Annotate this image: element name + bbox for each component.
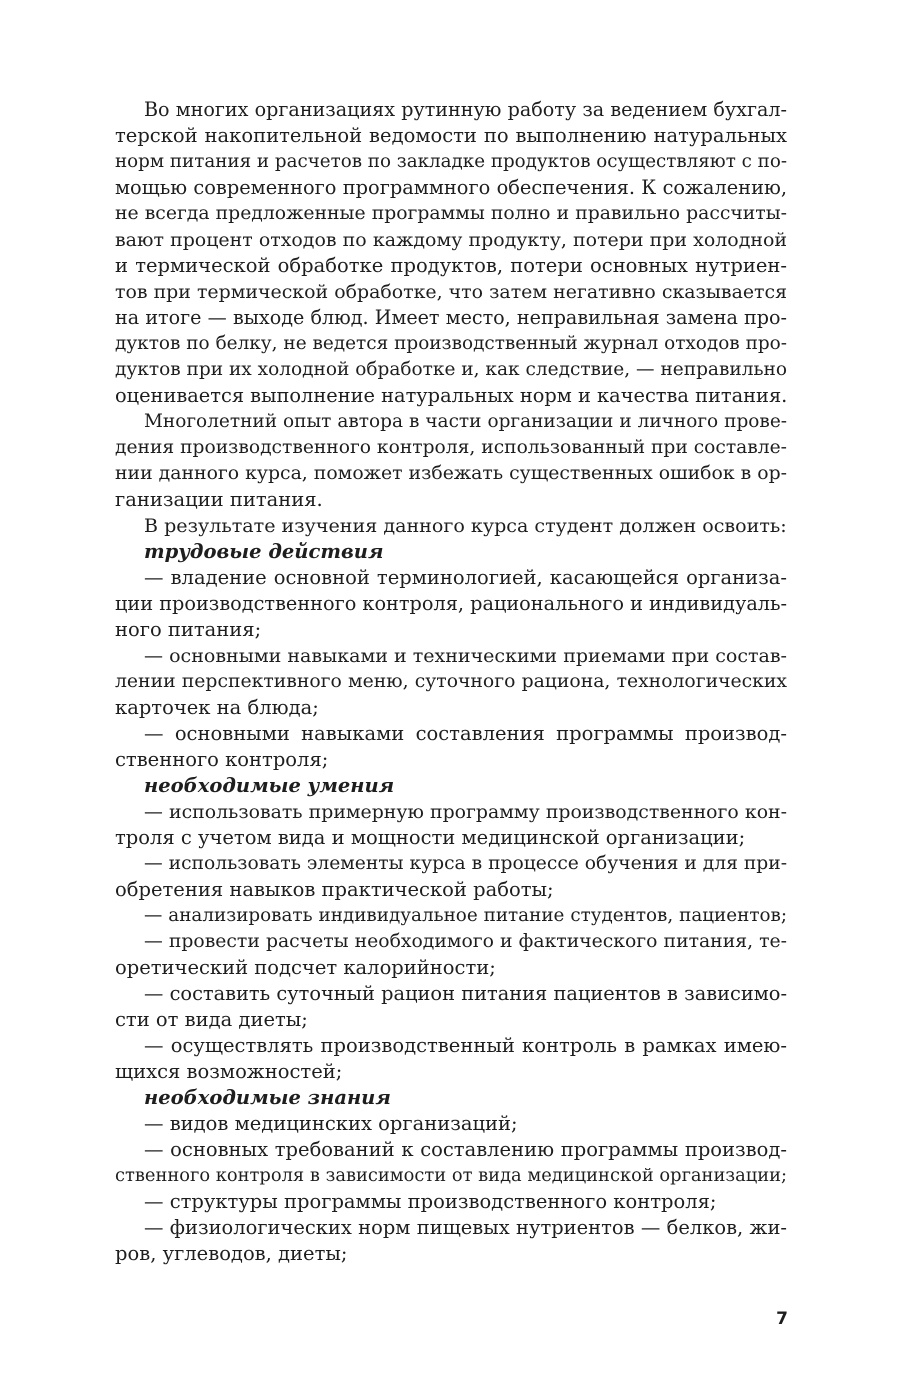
list-item [115,799,787,851]
list-item [115,721,787,773]
text-line: нии данного курса, поможет избежать существенных ошибок в ор- [115,463,787,484]
text-line: обретения навыков практической работы; [115,878,554,901]
text-line: норм питания и расчетов по закладке продуктов осуществляют с по- [115,151,787,172]
text-line: терской накопительной ведомости по выполнению натуральных [115,124,787,147]
text-line: троля с учетом вида и мощности медицинской организации; [115,826,746,849]
text-line: — провести расчеты необходимого и фактического питания, те- [144,931,787,952]
list-item [115,1033,787,1085]
page-number: 7 [776,1309,788,1329]
text-line: ственного контроля; [115,748,329,771]
text-line: — основными навыками и техническими приемами при состав- [144,645,787,667]
text-line: — основными навыками составления программы производ- [144,722,787,745]
text-line: ганизации питания. [115,488,323,511]
text-line: дуктов при их холодной обработке и, как следствие, — неправильно [115,359,787,380]
text-line: ственного контроля в зависимости от вида медицинской организации; [115,1165,787,1186]
paragraph-software [115,97,787,409]
text-line: сти от вида диеты; [115,1008,308,1031]
text-line: — основных требований к составлению программы производ- [144,1138,787,1161]
text-line: — физиологических норм пищевых нутриентов — белков, жи- [144,1216,787,1239]
text-line: — структуры программы производственного контроля; [144,1190,717,1213]
text-line: дуктов по белку, не ведется производственный журнал отходов про- [115,333,787,354]
section-heading-knowledge: необходимые знания [144,1086,391,1109]
list-item [115,1111,787,1137]
text-line: мощью современного программного обеспечения. К сожалению, [115,176,787,199]
text-line: на итоге — выходе блюд. Имеет место, неправильная замена про- [115,306,787,329]
text-line: тов при термической обработке, что затем негативно сказывается [115,281,787,303]
text-line: ции производственного контроля, рационального и индивидуаль- [115,592,788,615]
list-item [115,1189,787,1215]
text-line: — владение основной терминологией, касающейся организа- [144,566,787,589]
list-item [115,981,787,1033]
text-line: лении перспективного меню, суточного рациона, технологических [115,671,787,692]
list-item [115,851,787,903]
list-item [115,1215,787,1267]
text-line: оретический подсчет калорийности; [115,956,496,979]
list-item [115,929,787,981]
text-line: дения производственного контроля, использованный при составле- [115,437,787,458]
text-line: Во многих организациях рутинную работу за ведением бухгал- [144,98,787,121]
list-item [115,903,787,929]
paragraph-author-experience [115,409,787,513]
list-item [115,643,787,721]
text-line: ного питания; [115,618,262,641]
text-line: — анализировать индивидуальное питание студентов, пациентов; [144,905,787,926]
text-line: вают процент отходов по каждому продукту, потери при холодной [115,229,787,251]
page-body [115,97,787,1267]
text-line: — составить суточный рацион питания пациентов в зависимо- [144,982,787,1005]
text-line: оценивается выполнение натуральных норм и качества питания. [115,384,788,407]
section-heading-skills: необходимые умения [144,774,395,797]
text-line: карточек на блюда; [115,696,319,719]
list-item [115,1137,787,1189]
section-heading-labor-actions: трудовые действия [144,540,384,563]
text-line: не всегда предложенные программы полно и правильно рассчиты- [115,203,787,224]
text-line: — видов медицинских организаций; [144,1112,518,1135]
intro-line: В результате изучения данного курса студент должен освоить: [144,515,787,537]
text-line: — осуществлять производственный контроль в рамках имею- [144,1034,787,1057]
text-line: и термической обработке продуктов, потери основных нутриен- [115,254,787,277]
text-line: ров, углеводов, диеты; [115,1242,348,1265]
text-line: — использовать элементы курса в процессе обучения и для при- [144,853,788,874]
text-line: щихся возможностей; [115,1060,343,1083]
text-line: — использовать примерную программу производственного кон- [144,801,787,823]
text-line: Многолетний опыт автора в части организации и личного прове- [144,411,787,432]
list-item [115,565,787,643]
